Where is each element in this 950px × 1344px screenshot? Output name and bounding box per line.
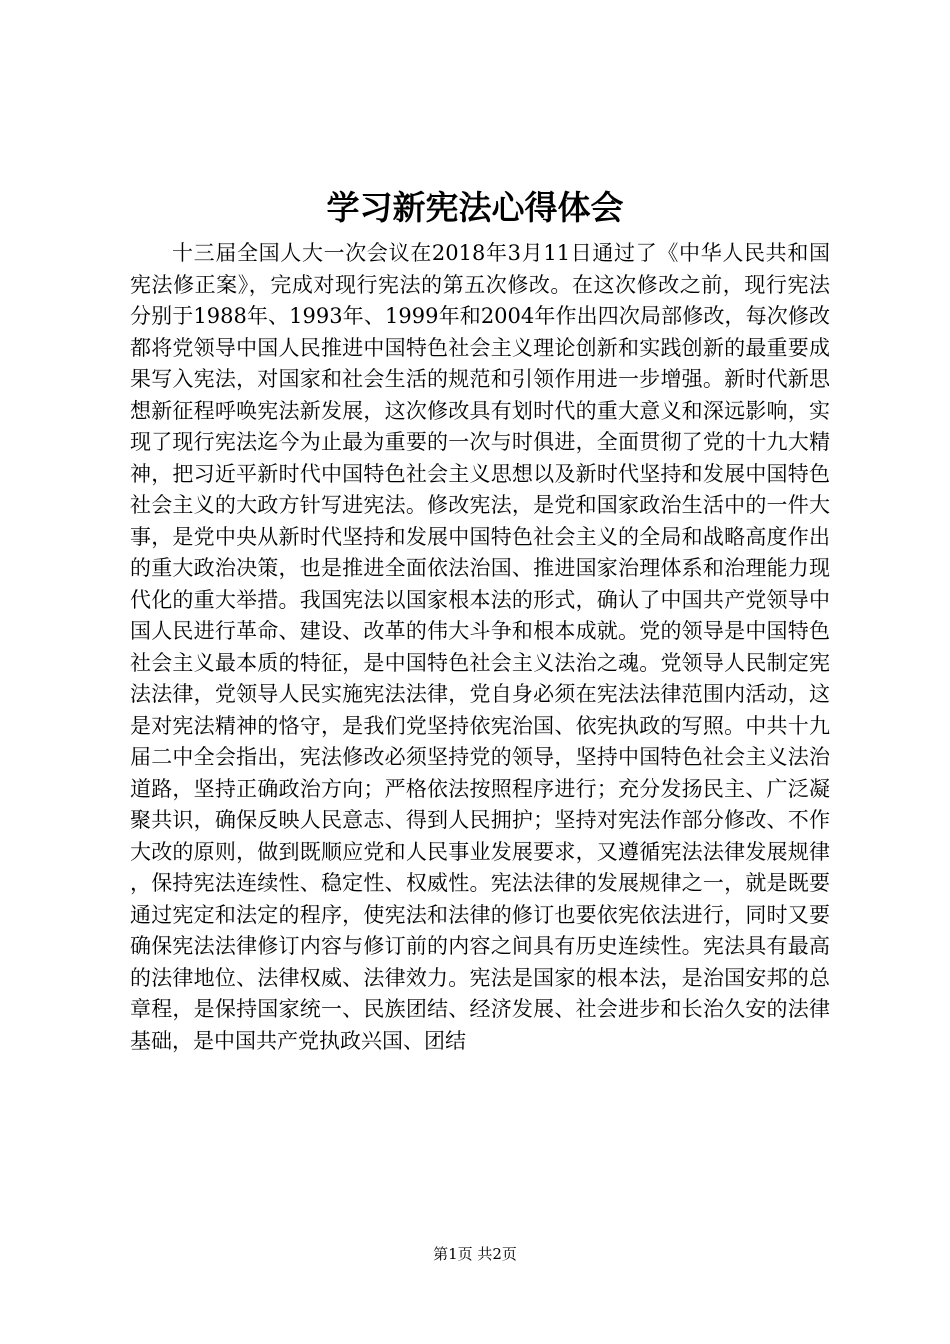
document-title: 学习新宪法心得体会	[326, 188, 624, 227]
page-number-footer: 第1页 共2页	[433, 1245, 517, 1263]
body-paragraph: 十三届全国人大一次会议在2018年3月11日通过了《中华人民共和国宪法修正案》，完成对现行宪法的第五次修改。在这次修改之前，现行宪法分别于1988年、1993年、1999年和2004年作出四次局部修改，每次修改都将党领导中国人民推进中国特色社会主义理论创新和实践创新的最重要成果写入宪法，对国家和社会生活的规范和引领作用进一步增强。新时代新思想新征程呼唤宪法新发展，这次修改具有划时代的重大意义和深远影响，实现了现行宪法迄今为止最为重要的一次与时俱进，全面贯彻了党的十九大精神，把习近平新时代中国特色社会主义思想以及新时代坚持和发展中国特色社会主义的大政方针写进宪法。修改宪法，是党和国家政治生活中的一件大事，是党中央从新时代坚持和发展中国特色社会主义的全局和战略高度作出的重大政治决策，也是推进全面依法治国、推进国家治理体系和治理能力现代化的重大举措。我国宪法以国家根本法的形式，确认了中国共产党领导中国人民进行革命、建设、改革的伟大斗争和根本成就。党的领导是中国特色社会主义最本质的特征，是中国特色社会主义法治之魂。党领导人民制定宪法法律，党领导人民实施宪法法律，党自身必须在宪法法律范围内活动，这是对宪法精神的恪守，是我们党坚持依宪治国、依宪执政的写照。中共十九届二中全会指出，宪法修改必须坚持党的领导，坚持中国特色社会主义法治道路，坚持正确政治方向；严格依法按照程序进行；充分发扬民主、广泛凝聚共识，确保反映人民意志、得到人民拥护；坚持对宪法作部分修改、不作大改的原则，做到既顺应党和人民事业发展要求，又遵循宪法法律发展规律，保持宪法连续性、稳定性、权威性。宪法法律的发展规律之一，就是既要通过宪定和法定的程序，使宪法和法律的修订也要依宪依法进行，同时又要确保宪法法律修订内容与修订前的内容之间具有历史连续性。宪法具有最高的法律地位、法律权威、法律效力。宪法是国家的根本法，是治国安邦的总章程，是保持国家统一、民族团结、经济发展、社会进步和长治久安的法律基础，是中国共产党执政兴国、团结	[130, 241, 830, 1053]
